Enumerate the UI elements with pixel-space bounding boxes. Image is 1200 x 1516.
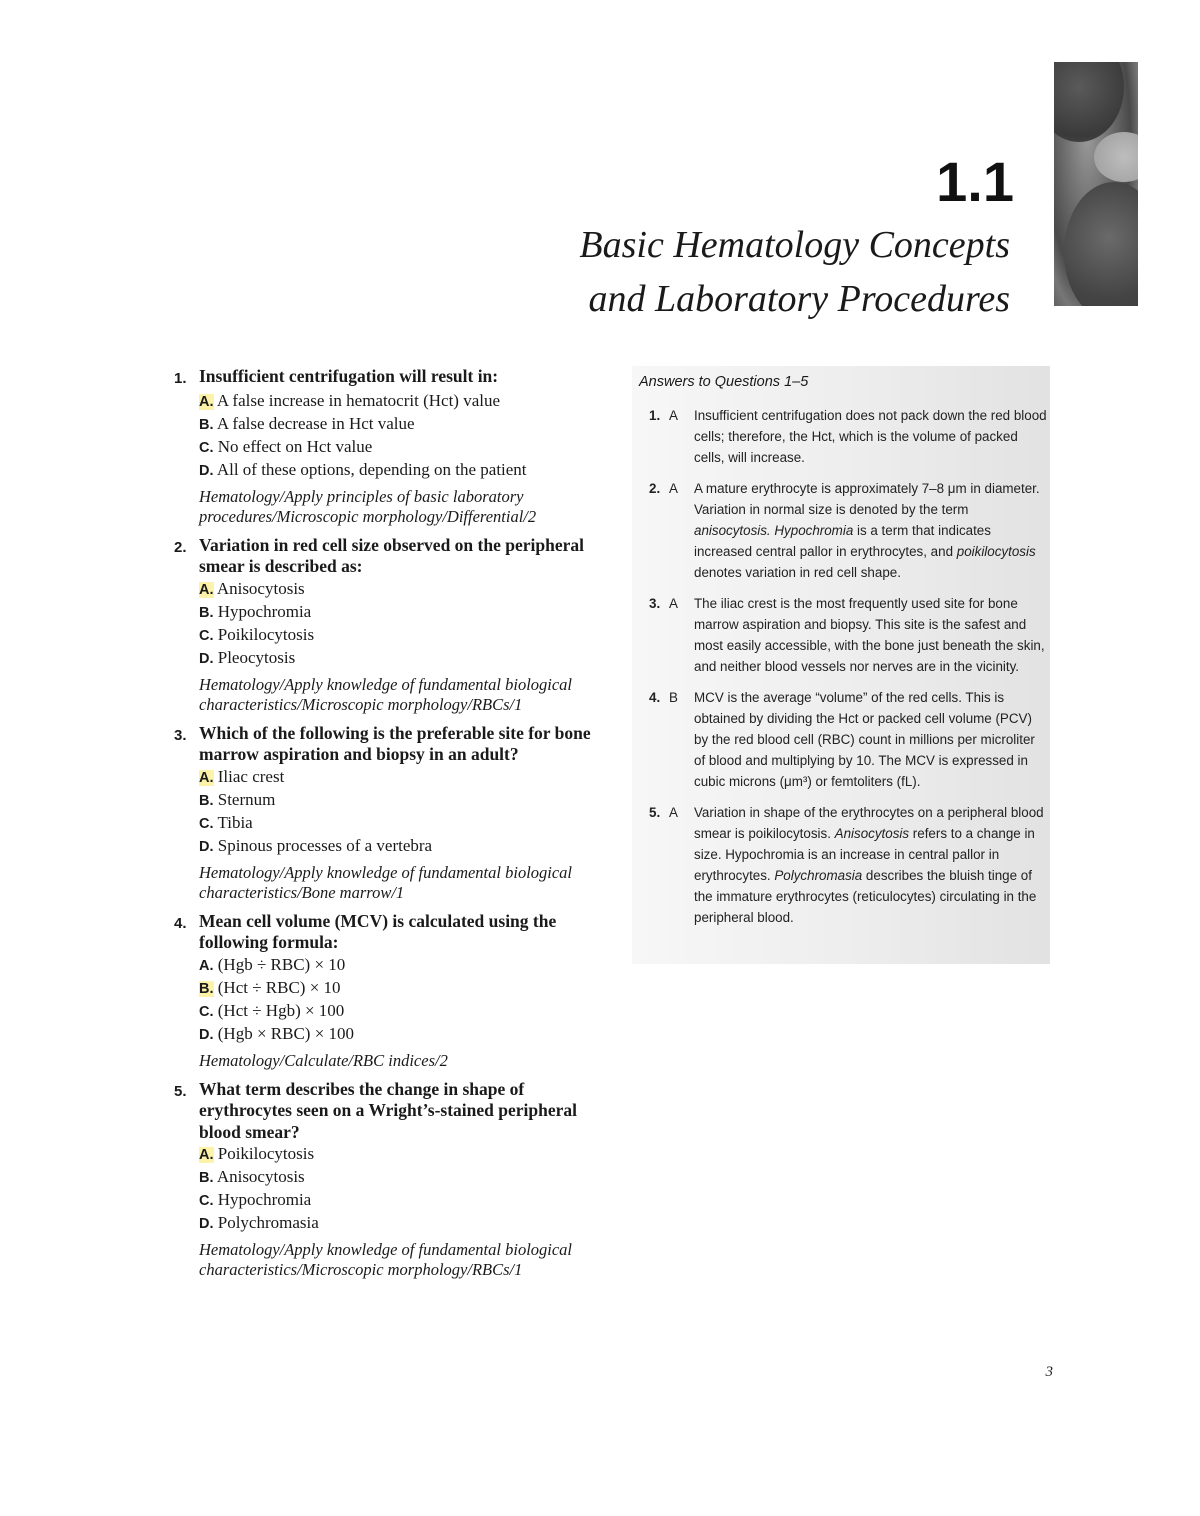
option-item	[199, 1189, 606, 1212]
question-text: Which of the following is the preferable site for bone marrow aspiration and biopsy in an adult?	[199, 722, 591, 764]
answers-header: Answers to Questions 1–5	[639, 374, 809, 390]
answer-explanation	[694, 405, 1050, 468]
question-category: Hematology/Calculate/RBC indices/2	[199, 1050, 448, 1070]
question-item	[174, 1079, 606, 1281]
question-item	[174, 911, 606, 1071]
option-letter: D.	[199, 838, 214, 855]
chapter-thumbnail-image	[1054, 62, 1138, 306]
cell-blob	[1054, 62, 1124, 142]
answer-text-part: describes the bluish tinge of the immature erythrocytes (reticulocytes) circulating in the peripheral blood.	[694, 868, 1037, 925]
option-text: Sternum	[217, 789, 276, 809]
option-item	[199, 390, 606, 413]
question-stem	[174, 535, 606, 578]
page-number: 3	[1045, 1364, 1053, 1380]
option-item	[199, 1143, 606, 1166]
question-number: 3.	[174, 726, 187, 744]
answer-text-part: denotes variation in red cell shape.	[694, 565, 901, 580]
option-letter: B.	[199, 792, 214, 809]
option-letter: D.	[199, 650, 214, 667]
questions-column	[174, 366, 606, 1288]
answer-term: poikilocytosis	[956, 544, 1036, 559]
answer-key: A	[669, 596, 678, 611]
option-text: (Hct ÷ Hgb) × 100	[217, 1000, 345, 1020]
answer-number: 3.	[649, 596, 661, 611]
option-text: Iliac crest	[217, 766, 285, 786]
option-letter: A.	[199, 581, 214, 598]
option-text: Pleocytosis	[217, 647, 296, 667]
answer-term: anisocytosis. Hypochromia	[694, 523, 854, 538]
option-text: Spinous processes of a vertebra	[217, 835, 433, 855]
option-text: Tibia	[217, 812, 253, 832]
question-stem	[174, 723, 606, 766]
option-letter: C.	[199, 1193, 214, 1209]
question-number: 1.	[174, 370, 187, 387]
question-item	[174, 366, 606, 527]
option-item	[199, 1023, 606, 1046]
option-letter: B.	[199, 416, 214, 433]
answer-number: 2.	[649, 481, 661, 496]
option-item	[199, 954, 606, 977]
option-letter: A.	[199, 1147, 214, 1163]
option-text: All of these options, depending on the patient	[216, 459, 527, 479]
answer-text-part: Insufficient centrifugation does not pack down the red blood cells; therefore, the Hct, which is the volume of packed cells, will increase.	[694, 408, 1047, 465]
question-stem	[174, 1079, 606, 1144]
option-letter: C.	[199, 439, 214, 456]
options-list	[199, 578, 606, 670]
option-text: Poikilocytosis	[217, 624, 315, 644]
option-item	[199, 766, 606, 789]
question-category: Hematology/Apply knowledge of fundamental biological characteristics/Microscopic morphology/RBCs/1	[199, 1240, 573, 1279]
question-number: 4.	[174, 914, 187, 932]
answer-text-part: Variation in shape of the erythrocytes on a peripheral blood smear is poikilocytosis.	[694, 805, 1044, 841]
option-item	[199, 436, 606, 459]
option-item	[199, 1212, 606, 1235]
answer-text-part: A mature erythrocyte is approximately 7–8 μm in diameter. Variation in normal size is denoted by the term	[694, 481, 1040, 517]
answer-text-part: MCV is the average “volume” of the red cells. This is obtained by dividing the Hct or packed cell volume (PCV) by the red blood cell (RBC) count in millions per microliter of blood and multiplying by 10. The MCV is expressed in cubic microns (μm³) or femtoliters (fL).	[694, 690, 1035, 789]
question-text: What term describes the change in shape of erythrocytes seen on a Wright’s-stained peripheral blood smear?	[199, 1078, 578, 1142]
answer-key: A	[669, 408, 678, 423]
question-text: Variation in red cell size observed on the peripheral smear is described as:	[199, 534, 584, 576]
option-letter: B.	[199, 1170, 214, 1186]
answer-explanation	[694, 593, 1050, 677]
option-text: (Hgb × RBC) × 100	[217, 1023, 355, 1043]
option-text: Polychromasia	[217, 1213, 319, 1232]
option-letter: D.	[199, 462, 214, 479]
answer-number: 4.	[649, 690, 661, 705]
option-letter: C.	[199, 1003, 214, 1020]
question-item	[174, 723, 606, 903]
answer-explanation	[694, 478, 1050, 583]
option-text: Anisocytosis	[216, 578, 305, 598]
question-number: 2.	[174, 538, 187, 556]
option-text: No effect on Hct value	[217, 436, 373, 456]
option-letter: B.	[199, 604, 214, 621]
option-text: Poikilocytosis	[217, 1144, 315, 1163]
answer-text-part: is a term that indicates increased central pallor in erythrocytes, and	[694, 523, 991, 559]
option-letter: C.	[199, 627, 214, 644]
chapter-title-line1: Basic Hematology Concepts	[579, 224, 1010, 266]
option-text: Hypochromia	[217, 1190, 312, 1209]
option-letter: D.	[199, 1216, 214, 1232]
chapter-number: 1.1	[936, 150, 1014, 213]
option-letter: A.	[199, 393, 214, 410]
answer-explanation	[694, 802, 1050, 928]
option-text: A false decrease in Hct value	[216, 413, 415, 433]
question-stem	[174, 366, 606, 390]
option-item	[199, 413, 606, 436]
answers-list	[632, 405, 1050, 928]
option-letter: D.	[199, 1026, 214, 1043]
answer-number: 5.	[649, 805, 661, 820]
question-item	[174, 535, 606, 715]
options-list	[199, 1143, 606, 1235]
question-category: Hematology/Apply knowledge of fundamental biological characteristics/Bone marrow/1	[199, 862, 573, 902]
option-item	[199, 977, 606, 1000]
options-list	[199, 954, 606, 1046]
question-text: Insufficient centrifugation will result in:	[199, 366, 499, 386]
question-text: Mean cell volume (MCV) is calculated using the following formula:	[199, 910, 557, 952]
option-text: A false increase in hematocrit (Hct) value	[216, 390, 501, 410]
option-item	[199, 578, 606, 601]
answer-text-part: The iliac crest is the most frequently used site for bone marrow aspiration and biopsy. This site is the safest and most easily accessible, with the bone just beneath the skin, and neither blood vessels nor nerves are in the vicinity.	[694, 596, 1045, 674]
answer-item	[632, 687, 1050, 792]
answer-item	[632, 405, 1050, 468]
option-item	[199, 459, 606, 482]
answer-key: B	[669, 690, 678, 705]
option-letter: A.	[199, 957, 214, 974]
answers-panel	[632, 366, 1050, 964]
option-text: Anisocytosis	[216, 1167, 305, 1186]
answer-item	[632, 478, 1050, 583]
option-text: Hypochromia	[217, 601, 312, 621]
answer-item	[632, 593, 1050, 677]
option-letter: B.	[199, 980, 214, 997]
answer-key: A	[669, 805, 678, 820]
cell-blob	[1094, 132, 1138, 182]
chapter-title-line2: and Laboratory Procedures	[588, 278, 1010, 320]
answer-key: A	[669, 481, 678, 496]
option-item	[199, 647, 606, 670]
option-text: (Hct ÷ RBC) × 10	[217, 977, 341, 997]
option-text: (Hgb ÷ RBC) × 10	[217, 954, 346, 974]
option-item	[199, 835, 606, 858]
options-list	[199, 390, 606, 482]
option-item	[199, 624, 606, 647]
answer-number: 1.	[649, 408, 661, 423]
option-letter: C.	[199, 815, 214, 832]
question-category: Hematology/Apply principles of basic laboratory procedures/Microscopic morphology/Differential/2	[199, 486, 537, 526]
question-number: 5.	[174, 1082, 187, 1100]
question-stem	[174, 911, 606, 954]
answer-explanation	[694, 687, 1050, 792]
options-list	[199, 766, 606, 858]
answer-text-part: refers to a change in size. Hypochromia is an increase in central pallor in erythrocytes.	[694, 826, 1035, 883]
option-item	[199, 1000, 606, 1023]
option-item	[199, 601, 606, 624]
option-item	[199, 1166, 606, 1189]
answer-item	[632, 802, 1050, 928]
chapter-title	[579, 218, 1010, 326]
answer-term: Anisocytosis	[834, 826, 910, 841]
option-item	[199, 789, 606, 812]
option-letter: A.	[199, 769, 214, 786]
answer-term: Polychromasia	[774, 868, 863, 883]
question-category: Hematology/Apply knowledge of fundamental biological characteristics/Microscopic morphology/RBCs/1	[199, 674, 573, 714]
cell-blob	[1064, 182, 1138, 306]
option-item	[199, 812, 606, 835]
